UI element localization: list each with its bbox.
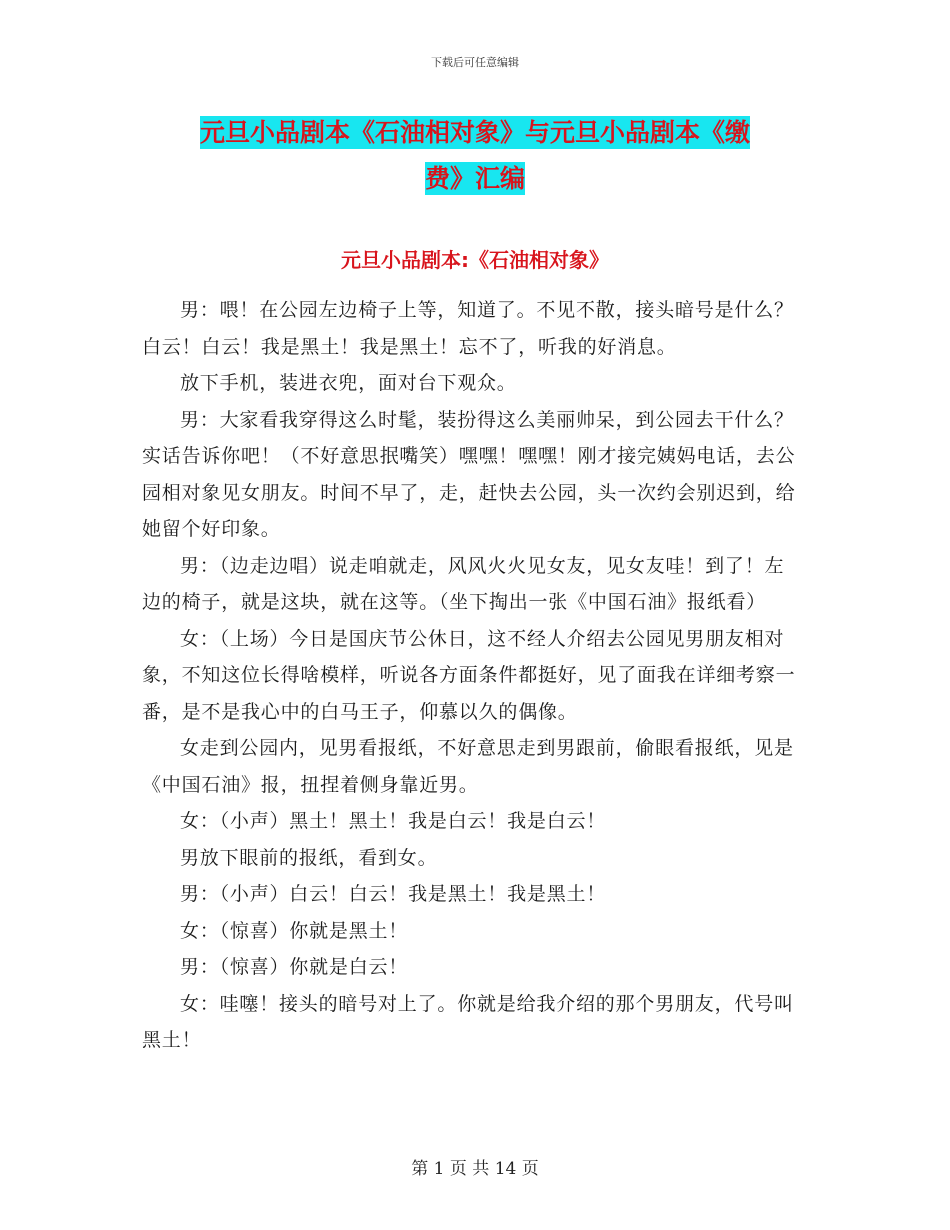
page-number: 第 1 页 共 14 页 [411,1159,539,1179]
paragraph: 男放下眼前的报纸，看到女。 [180,846,438,869]
paragraph: 女：（上场）今日是国庆节公休日，这不经人介绍去公园见男朋友相对象，不知这位长得啥模样，听说各方面条件都挺好，见了面我在详细考察一番，是不是我心中的白马王子，仰慕以久的偶像。 [142,627,796,723]
paragraph: 女走到公园内，见男看报纸，不好意思走到男跟前，偷眼看报纸，见是《中国石油》报，扭捏着侧身靠近男。 [142,737,794,796]
paragraph: 男：喂！在公园左边椅子上等，知道了。不见不散，接头暗号是什么？白云！白云！我是黑土！我是黑土！忘不了，听我的好消息。 [142,299,794,358]
header-note: 下载后可任意编辑 [431,56,519,69]
script-body [142,292,802,1059]
paragraph: 女：（惊喜）你就是黑土！ [180,919,409,942]
paragraph: 男：大家看我穿得这么时髦，装扮得这么美丽帅呆，到公园去干什么？实话告诉你吧！（不好意思抿嘴笑）嘿嘿！嘿嘿！刚才接完姨妈电话，去公园相对象见女朋友。时间不早了，走，赶快去公园，头一次约会别迟到，给她留个好印象。 [142,408,796,540]
paragraph: 男：（惊喜）你就是白云！ [180,956,409,978]
paragraph: 男：（边走边唱）说走咱就走，风风火火见女友，见女友哇！到了！左边的椅子，就是这块，就在这等。（坐下掏出一张《中国石油》报纸看） [142,554,785,613]
section-title: 元旦小品剧本:《石油相对象》 [341,248,609,272]
paragraph: 放下手机，装进衣兜，面对台下观众。 [180,372,517,394]
paragraph: 男：（小声）白云！白云！我是黑土！我是黑土！ [180,883,607,905]
paragraph: 女：（小声）黑土！黑土！我是白云！我是白云！ [180,810,607,832]
document-title-line-1: 元旦小品剧本《石油相对象》与元旦小品剧本《缴 [199,118,750,147]
document-title [0,110,950,202]
document-title-line-2: 费》汇编 [424,164,525,193]
paragraph: 女：哇噻！接头的暗号对上了。你就是给我介绍的那个男朋友，代号叫黑土！ [142,992,794,1051]
